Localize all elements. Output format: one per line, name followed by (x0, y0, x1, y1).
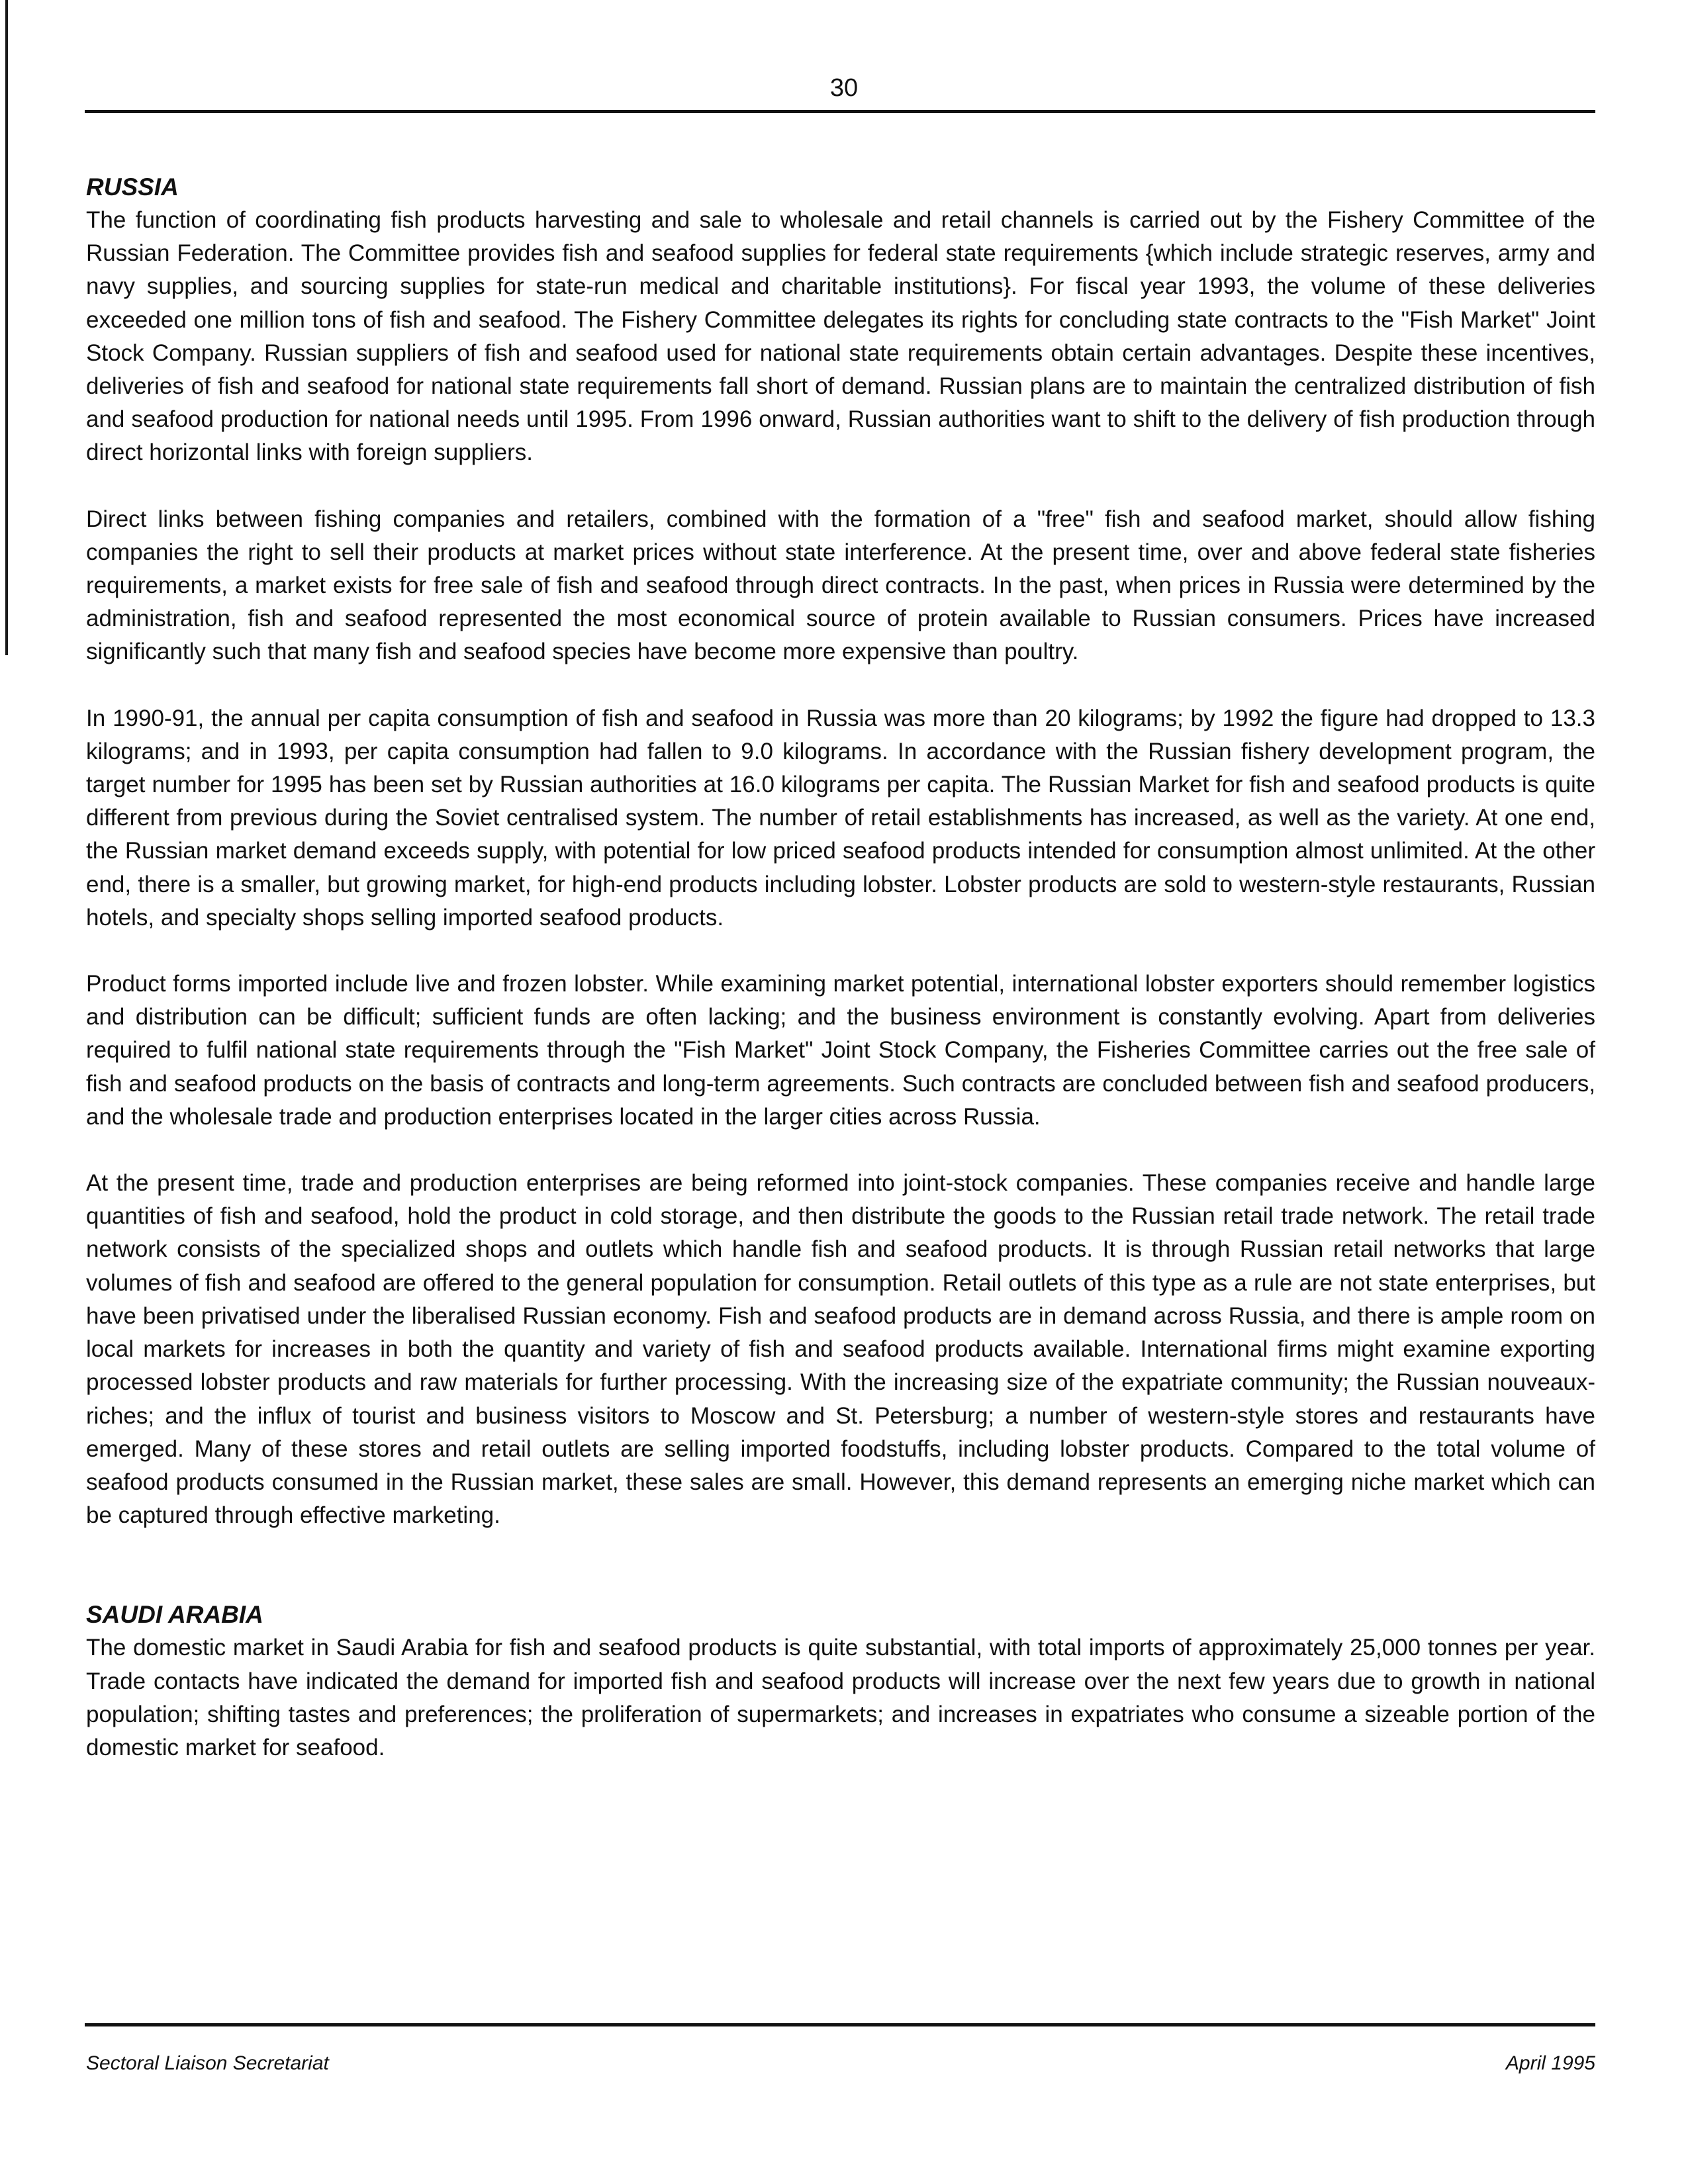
page-number: 30 (829, 74, 859, 102)
paragraph: Direct links between fishing companies and retailers, combined with the formation of a "free" fish and seafood market, should allow fishing companies the right to sell their products at market prices without state interference. At the present time, over and above federal state fisheries requirements, a market exists for free sale of fish and seafood through direct contracts. In the past, when prices in Russia were determined by the administration, fish and seafood represented the most economical source of protein available to Russian consumers. Prices have increased significantly such that many fish and seafood species have become more expensive than poultry. (86, 506, 1595, 665)
document-body (86, 171, 1595, 1764)
section-title: SAUDI ARABIA (86, 1601, 263, 1629)
footer-organization: Sectoral Liaison Secretariat (86, 2052, 329, 2074)
section-title: RUSSIA (86, 173, 179, 201)
footer-rule (85, 2023, 1595, 2026)
footer-date: April 1995 (1505, 2052, 1595, 2074)
paragraph: The function of coordinating fish products harvesting and sale to wholesale and retail channels is carried out by the Fishery Committee of the Russian Federation. The Committee provides fish and seafood supplies for federal state requirements {which include strategic reserves, army and navy supplies, and sourcing supplies for state-run medical and charitable institutions}. For fiscal year 1993, the volume of these deliveries exceeded one million tons of fish and seafood. The Fishery Committee delegates its rights for concluding state contracts to the "Fish Market" Joint Stock Company. Russian suppliers of fish and seafood used for national state requirements obtain certain advantages. Despite these incentives, deliveries of fish and seafood for national state requirements fall short of demand. Russian plans are to maintain the centralized distribution of fish and seafood production for national needs until 1995. From 1996 onward, Russian authorities want to shift to the delivery of fish production through direct horizontal links with foreign suppliers. (86, 207, 1595, 466)
section-saudi-arabia (86, 1598, 1595, 1764)
header-rule (85, 110, 1595, 113)
paragraph: The domestic market in Saudi Arabia for fish and seafood products is quite substantial, with total imports of approximately 25,000 tonnes per year. Trade contacts have indicated the demand for imported fish and seafood products will increase over the next few years due to growth in national population; shifting tastes and preferences; the proliferation of supermarkets; and increases in expatriates who consume a sizeable portion of the domestic market for seafood. (86, 1635, 1595, 1760)
paragraph: In 1990-91, the annual per capita consumption of fish and seafood in Russia was more than 20 kilograms; by 1992 the figure had dropped to 13.3 kilograms; and in 1993, per capita consumption had fallen to 9.0 kilograms. In accordance with the Russian fishery development program, the target number for 1995 has been set by Russian authorities at 16.0 kilograms per capita. The Russian Market for fish and seafood products is quite different from previous during the Soviet centralised system. The number of retail establishments has increased, as well as the variety. At one end, the Russian market demand exceeds supply, with potential for low priced seafood products intended for consumption almost unlimited. At the other end, there is a smaller, but growing market, for high-end products including lobster. Lobster products are sold to western-style restaurants, Russian hotels, and specialty shops selling imported seafood products. (86, 705, 1595, 931)
paragraph: Product forms imported include live and frozen lobster. While examining market potential, international lobster exporters should remember logistics and distribution can be difficult; sufficient funds are often lacking; and the business environment is constantly evolving. Apart from deliveries required to fulfil national state requirements through the "Fish Market" Joint Stock Company, the Fisheries Committee carries out the free sale of fish and seafood products on the basis of contracts and long-term agreements. Such contracts are concluded between fish and seafood producers, and the wholesale trade and production enterprises located in the larger cities across Russia. (86, 971, 1595, 1130)
paragraph: At the present time, trade and production enterprises are being reformed into joint-stock companies. These companies receive and handle large quantities of fish and seafood, hold the product in cold storage, and then distribute the goods to the Russian retail trade network. The retail trade network consists of the specialized shops and outlets which handle fish and seafood products. It is through Russian retail networks that large volumes of fish and seafood are offered to the general population for consumption. Retail outlets of this type as a rule are not state enterprises, but have been privatised under the liberalised Russian economy. Fish and seafood products are in demand across Russia, and there is ample room on local markets for increases in both the quantity and variety of fish and seafood products available. International firms might examine exporting processed lobster products and raw materials for further processing. With the increasing size of the expatriate community; the Russian nouveaux-riches; and the influx of tourist and business visitors to Moscow and St. Petersburg; a number of western-style stores and restaurants have emerged. Many of these stores and retail outlets are selling imported foodstuffs, including lobster products. Compared to the total volume of seafood products consumed in the Russian market, these sales are small. However, this demand represents an emerging niche market which can be captured through effective marketing. (86, 1170, 1595, 1529)
section-russia (86, 171, 1595, 1532)
